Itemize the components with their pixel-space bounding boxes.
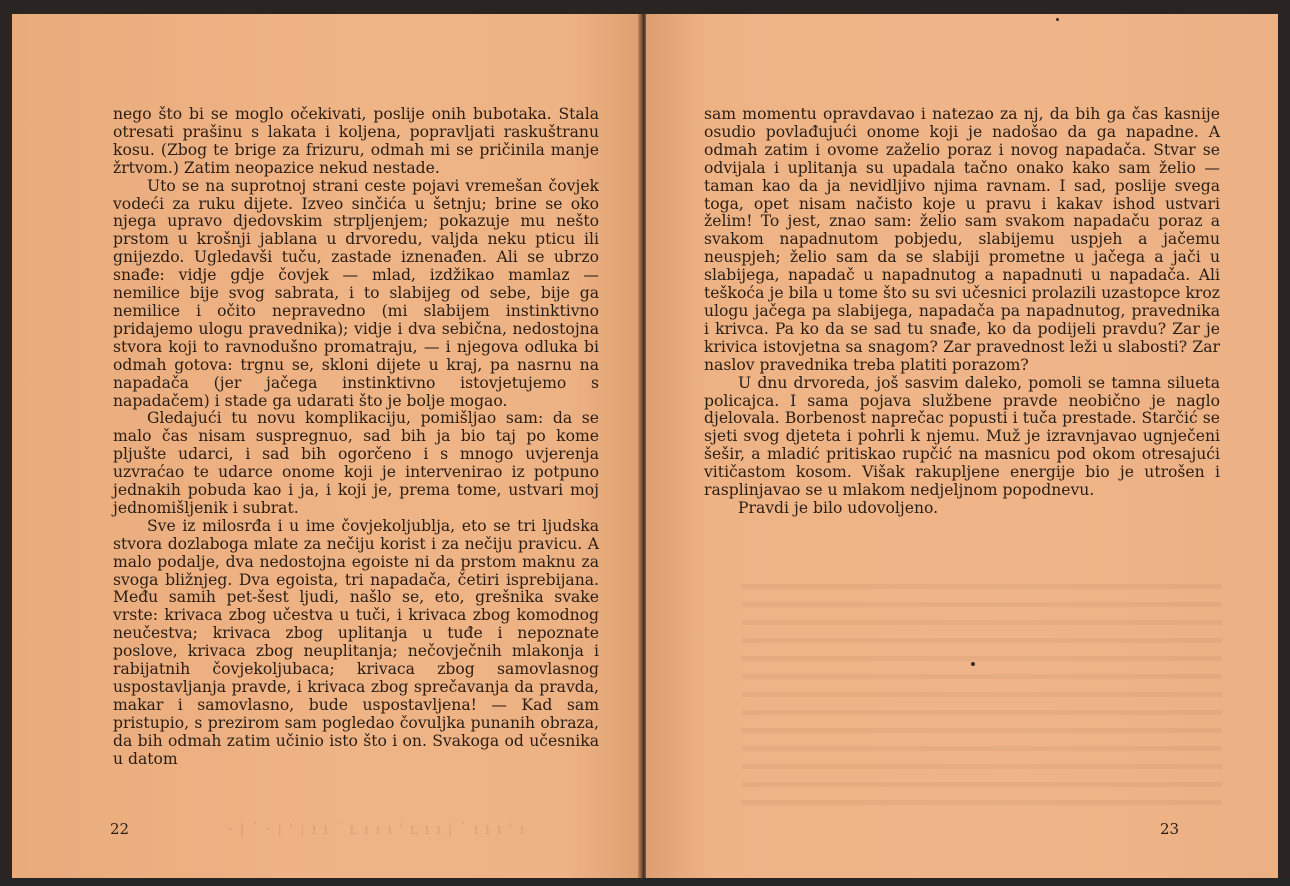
right-paragraph-2: U dnu drvoreda, još sasvim daleko, pomoli se tamna silueta policajca. I sama pojava službene pravde neobično je naglo djelovala. Borbenost naprečac popusti i tuča prestade. Starčić se sjeti svog djeteta i pohrli k njemu. Muž je izravnjavao ugnječeni šešir, a mladić pritiskao rupčić na masnicu pod okom otresajući vitičastom kosom. Višak rakupljene energije bio je utrošen i rasplinjavao se u mlakom nedjeljnom popodnevu.	[704, 373, 1220, 500]
right-page	[646, 14, 1278, 878]
show-through-bleed: · | ˙ · ¦ ' ¦ ı ı ˙ ʟ ı ı ı ' ʟ ı ı ¦ ˙ ı ı ı ' ı	[228, 820, 526, 838]
ink-speck	[1056, 18, 1059, 21]
left-page-text	[113, 106, 599, 769]
left-page	[12, 14, 640, 878]
page-number-right: 23	[1160, 820, 1180, 838]
ink-speck	[971, 662, 975, 666]
left-paragraph-3: Gledajući tu novu komplikaciju, pomišljao sam: da se malo čas nisam suspregnuo, sad bih ja bio taj po kome pljušte udarci, i sad bih ogorčeno i s mnogo uvjerenja uzvraćao te udarce onome koji je intervenirao iz potpuno jednakih pobuda kao i ja, i koji je, prema tome, ustvari moj jednomišljenik i subrat.	[113, 409, 599, 517]
left-paragraph-4: Sve iz milosrđa i u ime čovjekoljublja, eto se tri ljudska stvora dozlaboga mlate za nečiju korist i za nečiju pravicu. A malo podalje, dva nedostojna egoiste ni da prstom maknu za svoga bližnjeg. Dva egoista, tri napadača, četiri isprebijana. Među samih pet-šest ljudi, našlo se, eto, grešnika svake vrste: krivaca zbog učestva u tuči, i krivaca zbog komodnog neučestva; krivaca zbog uplitanja u tuđe i nepoznate poslove, krivaca zbog neuplitanja; nečovječnih mlakonja i rabijatnih čovjekoljubaca; krivaca zbog samovlasnog uspostavljanja pravde, i krivaca zbog sprečavanja da pravda, makar i samovlasno, bude uspostavljena! — Kad sam pristupio, s prezirom sam pogledao čovuljka punanih obraza, da bih odmah zatim učinio isto što i on. Svakoga od učesnika u datom	[113, 516, 599, 768]
page-number-left: 22	[110, 820, 130, 838]
right-page-text	[704, 106, 1220, 518]
left-paragraph-1: nego što bi se moglo očekivati, poslije onih bubotaka. Stala otresati prašinu s lakata i koljena, popravljati raskuštranu kosu. (Zbog te brige za frizuru, odmah mi se pričinila manje žrtvom.) Zatim neopazice nekud nestade.	[113, 105, 599, 177]
show-through-bleed	[742, 576, 1222, 806]
left-paragraph-2: Uto se na suprotnoj strani ceste pojavi vremešan čovjek vodeći za ruku dijete. Izveo sinčića u šetnju; brine se oko njega upravo djedovskim strpljenjem; pokazuje mu nešto prstom u krošnji jablana u drvoredu, valjda neku pticu ili gnijezdo. Ugledavši tuču, zastade iznenađen. Ali se ubrzo snađe: vidje gdje čovjek — mlad, izdžikao mamlaz — nemilice bije svog sabrata, i to slabijeg od sebe, bije ga nemilice i očito nepravedno (mi slabijem instinktivno pridajemo ulogu pravednika); vidje i dva sebična, nedostojna stvora koji to ravnodušno promatraju, — i njegova odluka bi odmah gotova: trgnu se, skloni dijete u kraj, pa nasrnu na napadača (jer jačega instinktivno istovjetujemo s napadačem) i stade ga udarati što je bolje mogao.	[113, 176, 599, 410]
right-paragraph-3: Pravdi je bilo udovoljeno.	[738, 498, 939, 517]
scan-bottom-edge	[0, 878, 1290, 886]
right-paragraph-1: sam momentu opravdavao i natezao za nj, da bih ga čas kasnije osudio povlađujući onome koji je nadošao da ga napadne. A odmah zatim i ovome zaželio poraz i novog napadača. Stvar se odvijala i uplitanja su upadala tačno onako kako sam želio — taman kao da ja nevidljivo njima ravnam. I sad, poslije svega toga, opet nisam načisto koje u pravu i kakav ishod ustvari želim! To jest, znao sam: želio sam svakom napadaču poraz a svakom napadnutom pobjedu, slabijemu uspjeh a jačemu neuspjeh; želio sam da se slabiji prometne u jačega a jači u slabijega, napadač u napadnutog a napadnuti u napadača. Ali teškoća je bila u tome što su svi učesnici prolazili uzastopce kroz ulogu jačega pa slabijega, napadača pa napadnutog, pravednika i krivca. Pa ko da se sad tu snađe, ko da podijeli pravdu? Zar je krivica istovjetna sa snagom? Zar pravednost leži u slabosti? Zar naslov pravednika treba platiti porazom?	[704, 105, 1220, 374]
